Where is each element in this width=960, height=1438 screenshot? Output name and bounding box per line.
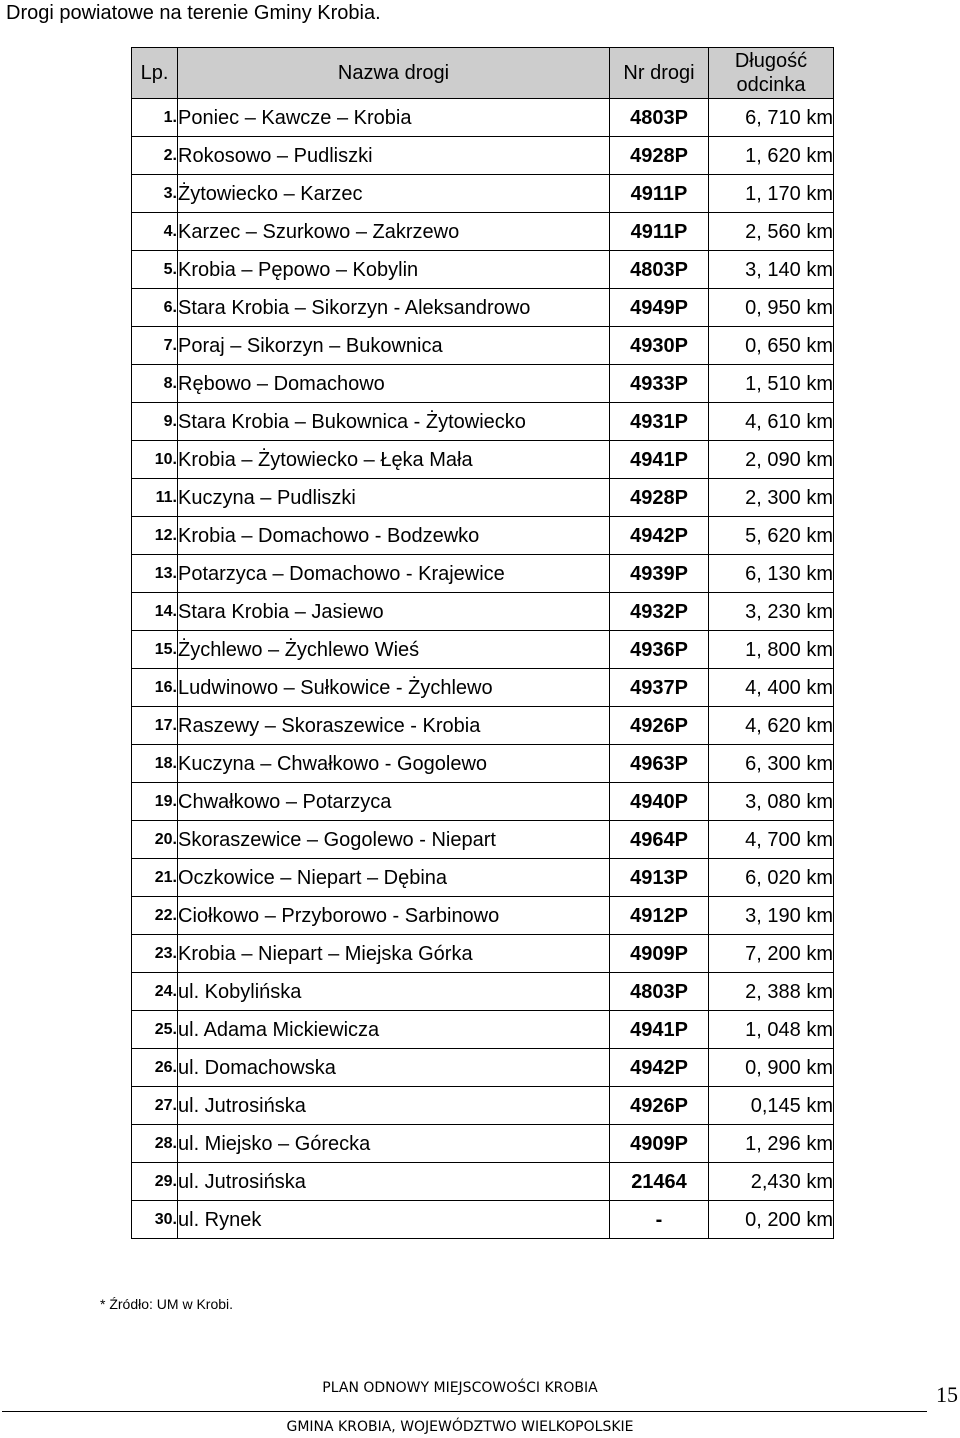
road-length: 6, 710 km [709,99,834,137]
header-row [132,48,834,99]
page-heading: Drogi powiatowe na terenie Gminy Krobia. [6,2,381,24]
table-row [132,1049,834,1087]
table-header [132,48,834,99]
header-length [709,48,834,99]
row-number: 10. [132,441,178,479]
row-number: 4. [132,213,178,251]
road-length: 0, 950 km [709,289,834,327]
row-number: 8. [132,365,178,403]
road-number: 4803P [610,251,709,289]
table-row [132,1201,834,1239]
row-number: 15. [132,631,178,669]
row-number: 18. [132,745,178,783]
road-number: 4930P [610,327,709,365]
road-name: Chwałkowo – Potarzyca [178,783,610,821]
table-row [132,251,834,289]
road-number: 4928P [610,479,709,517]
road-length: 4, 400 km [709,669,834,707]
table-row [132,327,834,365]
table-row [132,745,834,783]
row-number: 3. [132,175,178,213]
roads-table [131,47,834,1239]
road-number: 4913P [610,859,709,897]
road-number: 4949P [610,289,709,327]
road-length: 2, 300 km [709,479,834,517]
road-length: 2,430 km [709,1163,834,1201]
road-length: 0, 200 km [709,1201,834,1239]
table-row [132,783,834,821]
road-length: 4, 610 km [709,403,834,441]
road-name: ul. Rynek [178,1201,610,1239]
road-name: Potarzyca – Domachowo - Krajewice [178,555,610,593]
road-length: 7, 200 km [709,935,834,973]
road-number: 4911P [610,213,709,251]
table-row [132,517,834,555]
road-name: Karzec – Szurkowo – Zakrzewo [178,213,610,251]
row-number: 23. [132,935,178,973]
road-length: 0,145 km [709,1087,834,1125]
table-body [132,99,834,1239]
road-name: Krobia – Żytowiecko – Łęka Mała [178,441,610,479]
table-row [132,1125,834,1163]
road-name: Oczkowice – Niepart – Dębina [178,859,610,897]
road-number: 4937P [610,669,709,707]
header-length-line2: odcinka [736,74,806,96]
road-number: 4932P [610,593,709,631]
row-number: 1. [132,99,178,137]
road-length: 2, 560 km [709,213,834,251]
road-name: Kuczyna – Chwałkowo - Gogolewo [178,745,610,783]
header-name: Nazwa drogi [178,48,610,99]
table-row [132,1163,834,1201]
row-number: 14. [132,593,178,631]
road-length: 6, 300 km [709,745,834,783]
row-number: 22. [132,897,178,935]
road-length: 2, 090 km [709,441,834,479]
road-name: Rokosowo – Pudliszki [178,137,610,175]
row-number: 11. [132,479,178,517]
road-length: 1, 510 km [709,365,834,403]
table-row [132,479,834,517]
road-number: 4940P [610,783,709,821]
road-number: 21464 [610,1163,709,1201]
road-length: 6, 020 km [709,859,834,897]
header-nr: Nr drogi [610,48,709,99]
road-name: Ciołkowo – Przyborowo - Sarbinowo [178,897,610,935]
road-length: 1, 048 km [709,1011,834,1049]
row-number: 25. [132,1011,178,1049]
road-number: 4941P [610,1011,709,1049]
row-number: 26. [132,1049,178,1087]
row-number: 7. [132,327,178,365]
road-length: 0, 650 km [709,327,834,365]
road-number: 4941P [610,441,709,479]
table-row [132,935,834,973]
table-row [132,1011,834,1049]
footer-divider [2,1411,927,1412]
road-number: 4931P [610,403,709,441]
road-length: 0, 900 km [709,1049,834,1087]
road-number: 4942P [610,1049,709,1087]
road-name: ul. Adama Mickiewicza [178,1011,610,1049]
row-number: 24. [132,973,178,1011]
road-number: 4928P [610,137,709,175]
header-lp: Lp. [132,48,178,99]
row-number: 21. [132,859,178,897]
road-name: Krobia – Pępowo – Kobylin [178,251,610,289]
row-number: 6. [132,289,178,327]
table-row [132,897,834,935]
row-number: 16. [132,669,178,707]
road-length: 2, 388 km [709,973,834,1011]
road-name: Kuczyna – Pudliszki [178,479,610,517]
road-name: ul. Domachowska [178,1049,610,1087]
road-name: Żychlewo – Żychlewo Wieś [178,631,610,669]
road-length: 4, 700 km [709,821,834,859]
row-number: 13. [132,555,178,593]
road-number: 4926P [610,1087,709,1125]
road-number: 4942P [610,517,709,555]
road-name: Skoraszewice – Gogolewo - Niepart [178,821,610,859]
road-name: ul. Miejsko – Górecka [178,1125,610,1163]
table-row [132,707,834,745]
road-name: Rębowo – Domachowo [178,365,610,403]
table-row [132,99,834,137]
road-name: Ludwinowo – Sułkowice - Żychlewo [178,669,610,707]
row-number: 2. [132,137,178,175]
table-row [132,593,834,631]
road-name: Poniec – Kawcze – Krobia [178,99,610,137]
table-row [132,441,834,479]
row-number: 19. [132,783,178,821]
road-name: ul. Kobylińska [178,973,610,1011]
table-row [132,403,834,441]
road-number: 4926P [610,707,709,745]
road-length: 3, 080 km [709,783,834,821]
table-row [132,289,834,327]
road-length: 1, 800 km [709,631,834,669]
row-number: 9. [132,403,178,441]
road-name: Krobia – Domachowo - Bodzewko [178,517,610,555]
road-number: 4803P [610,99,709,137]
road-length: 3, 230 km [709,593,834,631]
road-length: 1, 620 km [709,137,834,175]
table-row [132,631,834,669]
road-length: 3, 190 km [709,897,834,935]
road-name: Krobia – Niepart – Miejska Górka [178,935,610,973]
road-length: 4, 620 km [709,707,834,745]
road-length: 3, 140 km [709,251,834,289]
table-row [132,175,834,213]
table-row [132,669,834,707]
road-length: 1, 296 km [709,1125,834,1163]
table-row [132,137,834,175]
road-length: 5, 620 km [709,517,834,555]
road-number: 4803P [610,973,709,1011]
table-row [132,821,834,859]
source-note: * Źródło: UM w Krobi. [100,1296,234,1312]
road-number: 4936P [610,631,709,669]
road-name: Żytowiecko – Karzec [178,175,610,213]
table-row [132,859,834,897]
footer-title: PLAN ODNOWY MIEJSCOWOŚCI KROBIA [322,1380,598,1396]
header-length-line1: Długość [734,50,808,72]
road-number: 4939P [610,555,709,593]
table-row [132,555,834,593]
row-number: 29. [132,1163,178,1201]
road-name: Stara Krobia – Bukownica - Żytowiecko [178,403,610,441]
road-number: 4911P [610,175,709,213]
road-number: 4909P [610,1125,709,1163]
row-number: 27. [132,1087,178,1125]
row-number: 20. [132,821,178,859]
row-number: 30. [132,1201,178,1239]
road-name: Raszewy – Skoraszewice - Krobia [178,707,610,745]
page-number: 15 [936,1382,958,1407]
road-number: 4933P [610,365,709,403]
road-number: 4909P [610,935,709,973]
row-number: 28. [132,1125,178,1163]
road-name: Stara Krobia – Sikorzyn - Aleksandrowo [178,289,610,327]
row-number: 17. [132,707,178,745]
table-row [132,365,834,403]
road-name: Stara Krobia – Jasiewo [178,593,610,631]
road-name: Poraj – Sikorzyn – Bukownica [178,327,610,365]
table-row [132,1087,834,1125]
road-length: 1, 170 km [709,175,834,213]
table-row [132,213,834,251]
road-number: 4964P [610,821,709,859]
row-number: 12. [132,517,178,555]
road-length: 6, 130 km [709,555,834,593]
road-name: ul. Jutrosińska [178,1163,610,1201]
road-number: 4963P [610,745,709,783]
road-number: 4912P [610,897,709,935]
road-number: - [610,1201,709,1239]
table-row [132,973,834,1011]
row-number: 5. [132,251,178,289]
footer-subtitle: GMINA KROBIA, WOJEWÓDZTWO WIELKOPOLSKIE [286,1419,634,1435]
road-name: ul. Jutrosińska [178,1087,610,1125]
